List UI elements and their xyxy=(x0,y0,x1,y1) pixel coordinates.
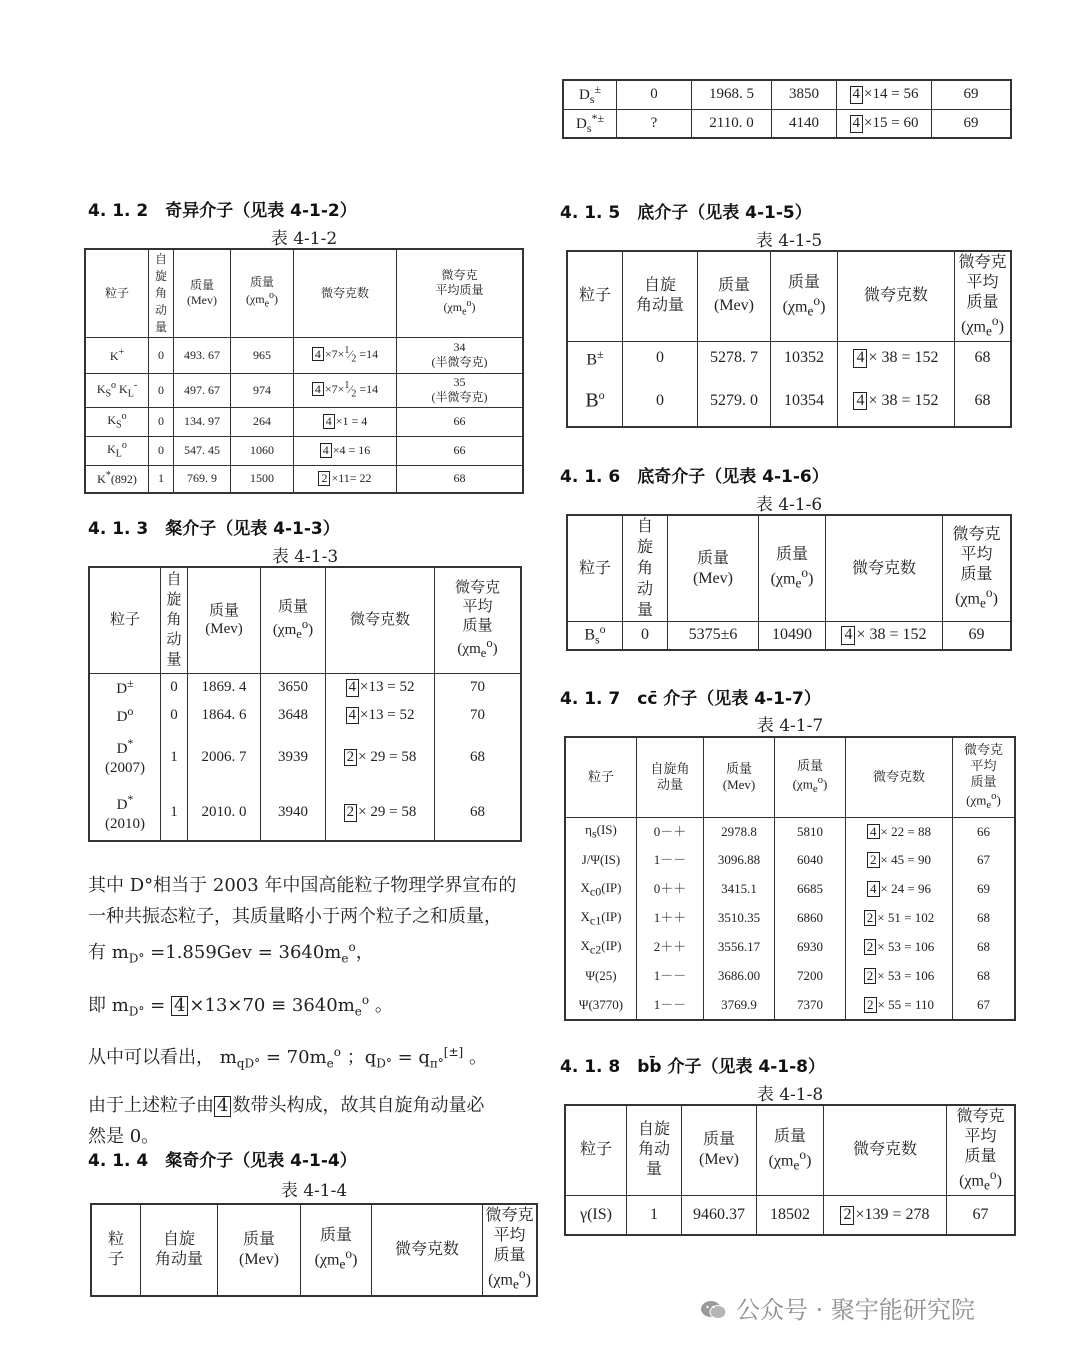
table-4-1-4 xyxy=(90,1203,538,1297)
section-title-417: 4. 1. 7 cc̄ 介子（见表 4-1-7） xyxy=(560,689,821,709)
particle-cell: $D_s^{*\pm}$ xyxy=(563,109,617,138)
section-title-416: 4. 1. 6 底奇介子（见表 4-1-6） xyxy=(560,467,829,487)
table-row: $D_s^{*\pm}$ ? 2110. 0 4140 4 ×15 = 60 69 xyxy=(563,109,1011,138)
table-row: J/Ψ(IS) 1－－ 3096.88 6040 2 × 45 = 90 67 xyxy=(565,846,1015,875)
table-header-row: 粒子 自旋 角动量 质量 (Mev) 质量 $(\chi m_e^o)$ 微夸克数 微夸克 平均 质量 $(\chi m_e^o)$ xyxy=(567,251,1011,341)
table-row: K*(892) 1 769. 9 1500 2 ×11= 22 68 xyxy=(85,465,523,493)
table-ds-continued xyxy=(562,79,1012,139)
quark-count-cell: 4 ×15 = 60 xyxy=(837,109,932,138)
table-row: $X_{c2}(IP)$ 2＋＋ 3556.17 6930 2 × 53 = 106 68 xyxy=(565,933,1015,962)
table-row: $\eta_s(IS)$ 0－＋ 2978.8 5810 4 × 22 = 88 66 xyxy=(565,817,1015,846)
table-caption-417: 表 4-1-7 xyxy=(756,716,824,736)
table-caption-418: 表 4-1-8 xyxy=(756,1085,824,1105)
table-row: $B_s^o$ 0 5375±6 10490 4 × 38 = 152 69 xyxy=(567,622,1011,650)
table-4-1-6 xyxy=(566,514,1012,651)
table-row: $X_{c0}(IP)$ 0＋＋ 3415.1 6685 4 × 24 = 96 69 xyxy=(565,875,1015,904)
table-row: B± 0 5278. 7 10352 4 × 38 = 152 68 xyxy=(567,341,1011,375)
table-row: D* (2007) 1 2006. 7 3939 2 × 29 = 58 68 xyxy=(89,729,521,785)
table-row: $B^o$ 0 5279. 0 10354 4 × 38 = 152 68 xyxy=(567,375,1011,427)
table-header-row: 粒子 自 旋 角 动 量 质量 (Mev) 质量 $(\chi m_e^o)$ 微夸克数 微夸克 平均 质量 $(\chi m_e^o)$ xyxy=(89,567,521,673)
table-row: $K_S^o$ 0 134. 97 264 4 ×1 = 4 66 xyxy=(85,407,523,436)
wechat-icon xyxy=(700,1299,728,1321)
table-caption-413: 表 4-1-3 xyxy=(271,547,339,567)
table-caption-415: 表 4-1-5 xyxy=(755,231,823,251)
table-row: $D_s^\pm$ 0 1968. 5 3850 4 ×14 = 56 69 xyxy=(563,80,1011,109)
particle-cell: $D_s^\pm$ xyxy=(563,80,617,109)
table-row: γ(IS) 1 9460.37 18502 2 ×139 = 278 67 xyxy=(565,1195,1015,1235)
section-title-412: 4. 1. 2 奇异介子（见表 4-1-2） xyxy=(88,201,357,221)
section-title-418: 4. 1. 8 bb̄ 介子（见表 4-1-8） xyxy=(560,1057,826,1077)
table-4-1-2 xyxy=(84,248,524,494)
table-4-1-7 xyxy=(564,736,1016,1021)
table-4-1-3 xyxy=(88,566,522,842)
table-caption-414: 表 4-1-4 xyxy=(280,1181,348,1201)
table-row: D* (2010) 1 2010. 0 3940 2 × 29 = 58 68 xyxy=(89,785,521,841)
table-row: $D^o$ 0 1864. 6 3648 4 ×13 = 52 70 xyxy=(89,701,521,729)
table-row: K+ 0 493. 67 965 $4 \times 7\times^1⁄_2 =14$ 34 (半微夸克) xyxy=(85,337,523,373)
table-header-row: 粒子 自旋 角动 量 质量 (Mev) 质量 $(\chi m_e^o)$ 微夸克数 微夸克 平均 质量 $(\chi m_e^o)$ xyxy=(565,1105,1015,1195)
table-header-row: 粒 子 自旋 角动量 质量 (Mev) 质量 $(\chi m_e^o)$ 微夸克数 微夸克 平均 质量 $(\chi m_e^o)$ xyxy=(91,1204,537,1296)
section-title-413: 4. 1. 3 粲介子（见表 4-1-3） xyxy=(88,519,340,539)
table-4-1-8 xyxy=(564,1104,1016,1236)
table-header-row: 粒子 自旋角 动量 质量 (Mev) 质量 $(\chi m_e^o)$ 微夸克数 微夸克 平均 质量 $(\chi m_e^o)$ xyxy=(565,737,1015,817)
section-title-415: 4. 1. 5 底介子（见表 4-1-5） xyxy=(560,203,812,223)
quark-count-cell: 4 ×14 = 56 xyxy=(837,80,932,109)
table-header-row: 粒子 自 旋 角 动 量 质量 (Mev) 质量 $(\chi m_e^o)$ 微夸克数 微夸克 平均质量 $(\chi m_e^o)$ xyxy=(85,249,523,337)
table-row: $K_L^o$ 0 547. 45 1060 4 ×4 = 16 66 xyxy=(85,436,523,465)
body-paragraph: 其中 D°相当于 2003 年中国高能粒子物理学界宣布的 一种共振态粒子，其质量略小于两个粒子之和质量， 有 $m_{D^\circ} =1.859Gev = 3640m_e^o$， 即 $m_{D^\circ} = 4 \times 13\times 70 \equiv 3640m_e^o$ 。 从中可以看出， $m_{qD^\circ} = 70m_e^o$ ；$q_{D^\circ} = q_{\pi^\circ}[\pm]$ 。 由于上述粒子由 4 数带头构成，故其自旋角动量必 然是 0。 xyxy=(88,875,517,1147)
table-row: $K_S^o$ $K_L^-$ 0 497. 67 974 $4 \times 7\times^1⁄_2 =14$ 35 (半微夸克) xyxy=(85,373,523,407)
table-caption-416: 表 4-1-6 xyxy=(755,495,823,515)
watermark: 公众号 · 聚宇能研究院 xyxy=(700,1290,975,1325)
table-4-1-5 xyxy=(566,250,1012,428)
table-row: Ψ(3770) 1－－ 3769.9 7370 2 × 55 = 110 67 xyxy=(565,991,1015,1020)
section-title-414: 4. 1. 4 粲奇介子（见表 4-1-4） xyxy=(88,1151,357,1171)
table-row: Ψ(25) 1－－ 3686.00 7200 2 × 53 = 106 68 xyxy=(565,962,1015,991)
table-caption-412: 表 4-1-2 xyxy=(270,229,338,249)
table-row: $X_{c1}(IP)$ 1＋＋ 3510.35 6860 2 × 51 = 102 68 xyxy=(565,904,1015,933)
table-row: D± 0 1869. 4 3650 4 ×13 = 52 70 xyxy=(89,673,521,701)
table-header-row: 粒子 自 旋 角 动 量 质量 (Mev) 质量 $(\chi m_e^o)$ 微夸克数 微夸克 平均 质量 $(\chi m_e^o)$ xyxy=(567,515,1011,622)
